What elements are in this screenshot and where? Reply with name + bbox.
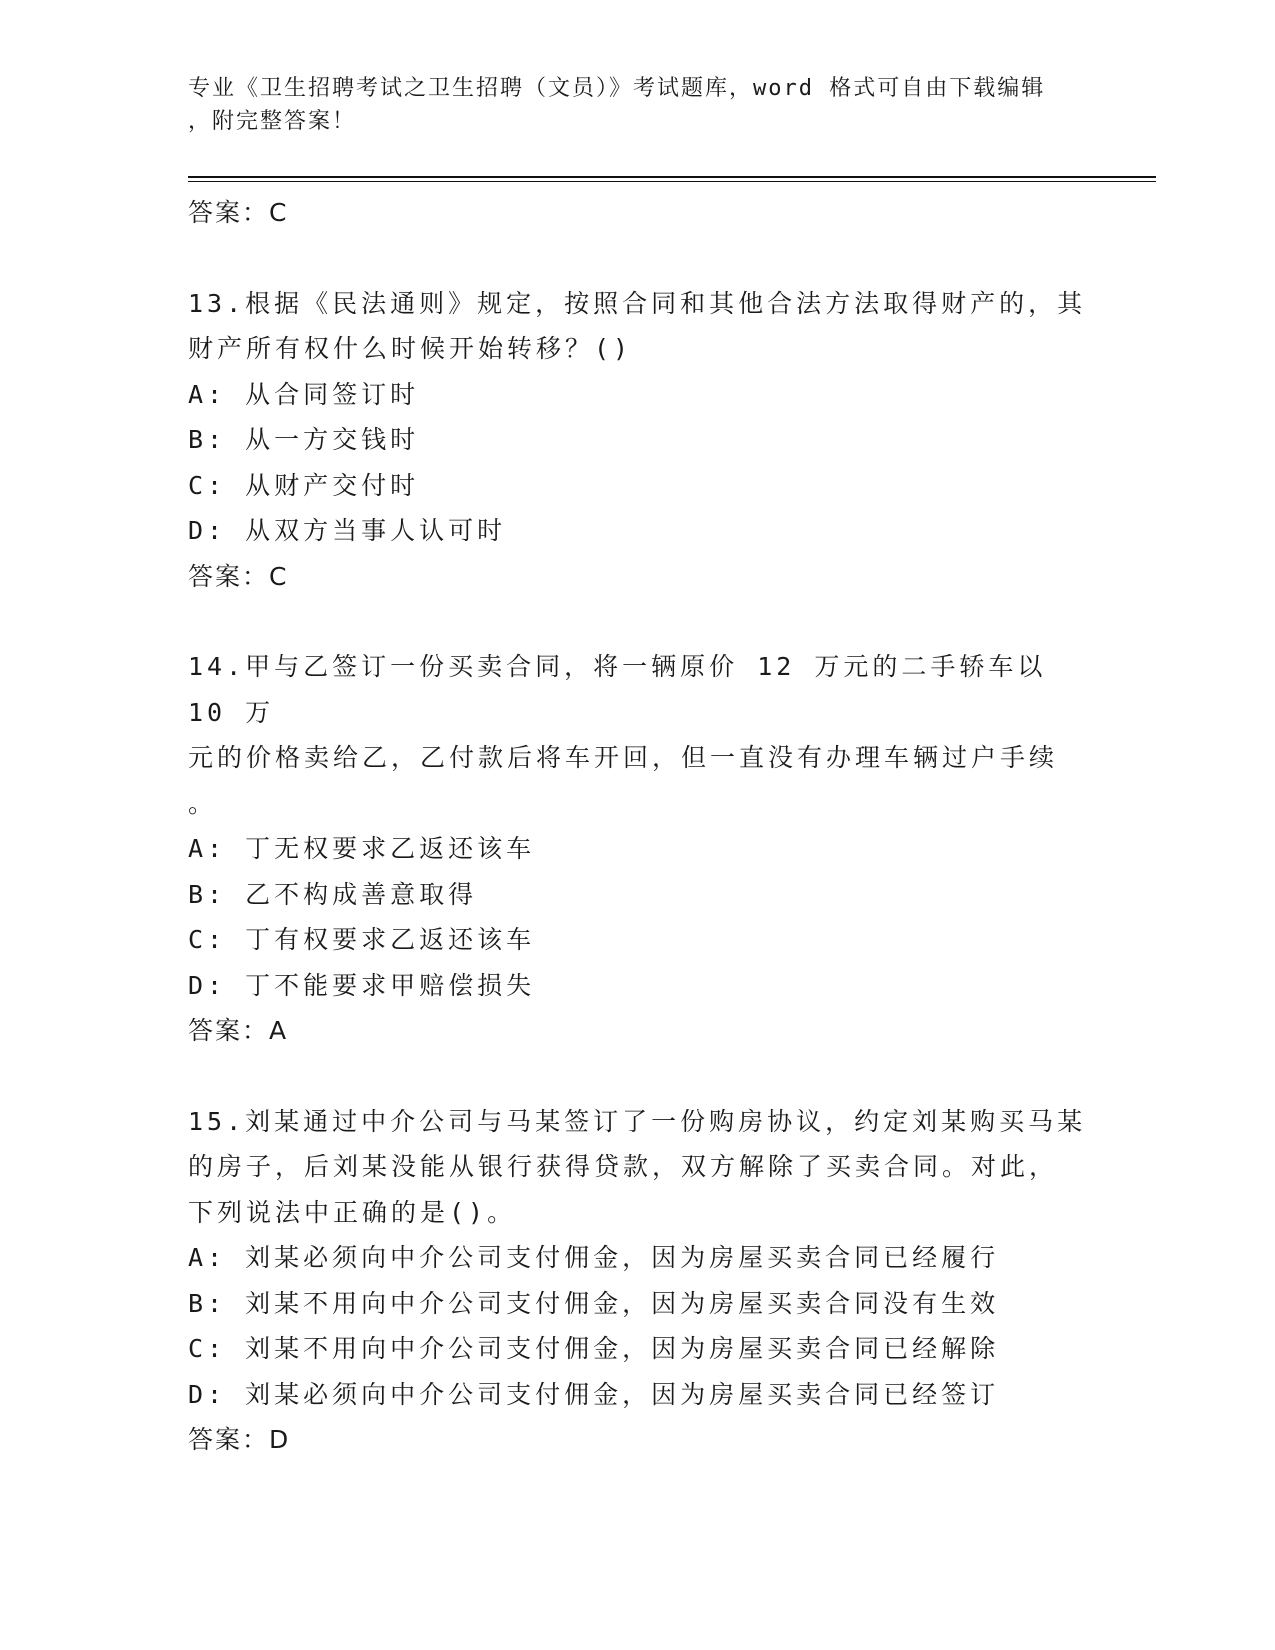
document-header <box>188 72 1088 138</box>
option-c: C: 从财产交付时 <box>188 470 420 500</box>
option-b: B: 乙不构成善意取得 <box>188 879 478 909</box>
answer-value: D <box>269 1425 290 1454</box>
header-rule-thin <box>188 181 1156 182</box>
option-d: D: 从双方当事人认可时 <box>188 516 507 545</box>
answer-line: 答案：A <box>188 1016 288 1045</box>
answer-value: C <box>269 561 288 591</box>
option-a: A: 刘某必须向中介公司支付佣金，因为房屋买卖合同已经履行 <box>188 1243 1000 1272</box>
question-text: 15.刘某通过中介公司与马某签订了一份购房协议，约定刘某购买马某 的房子，后刘某没能从银行获得贷款，双方解除了买卖合同。对此， 下列说法中正确的是()。 <box>188 1106 1087 1227</box>
option-a: A: 丁无权要求乙返还该车 <box>188 834 536 863</box>
question-block-13 <box>188 281 1088 600</box>
option-b: B: 从一方交钱时 <box>188 425 420 454</box>
question-list <box>188 190 1088 1463</box>
header-text: 专业《卫生招聘考试之卫生招聘（文员）》考试题库，word 格式可自由下载编辑 ，附完整答案！ <box>188 76 1046 134</box>
answer-line: 答案：D <box>188 1425 290 1454</box>
answer-line: 答案：C <box>188 198 288 227</box>
answer-value: C <box>269 198 288 227</box>
option-b: B: 刘某不用向中介公司支付佣金，因为房屋买卖合同没有生效 <box>188 1288 1000 1318</box>
question-block-15 <box>188 1099 1088 1463</box>
option-c: C: 丁有权要求乙返还该车 <box>188 925 536 954</box>
question-block-14 <box>188 644 1088 1054</box>
option-a: A: 从合同签订时 <box>188 379 420 409</box>
option-d: D: 丁不能要求甲赔偿损失 <box>188 970 536 1000</box>
header-rule-thick <box>188 176 1156 178</box>
answer-line: 答案：C <box>188 561 288 591</box>
answer-value: A <box>269 1016 288 1045</box>
question-text: 13.根据《民法通则》规定，按照合同和其他合法方法取得财产的，其 财产所有权什么时候开始转移？() <box>188 288 1087 363</box>
option-c: C: 刘某不用向中介公司支付佣金，因为房屋买卖合同已经解除 <box>188 1334 1000 1363</box>
question-text: 14.甲与乙签订一份买卖合同，将一辆原价 12 万元的二手轿车以 10 万 元的价格卖给乙，乙付款后将车开回，但一直没有办理车辆过户手续 。 <box>188 652 1059 818</box>
option-d: D: 刘某必须向中介公司支付佣金，因为房屋买卖合同已经签订 <box>188 1379 1000 1409</box>
